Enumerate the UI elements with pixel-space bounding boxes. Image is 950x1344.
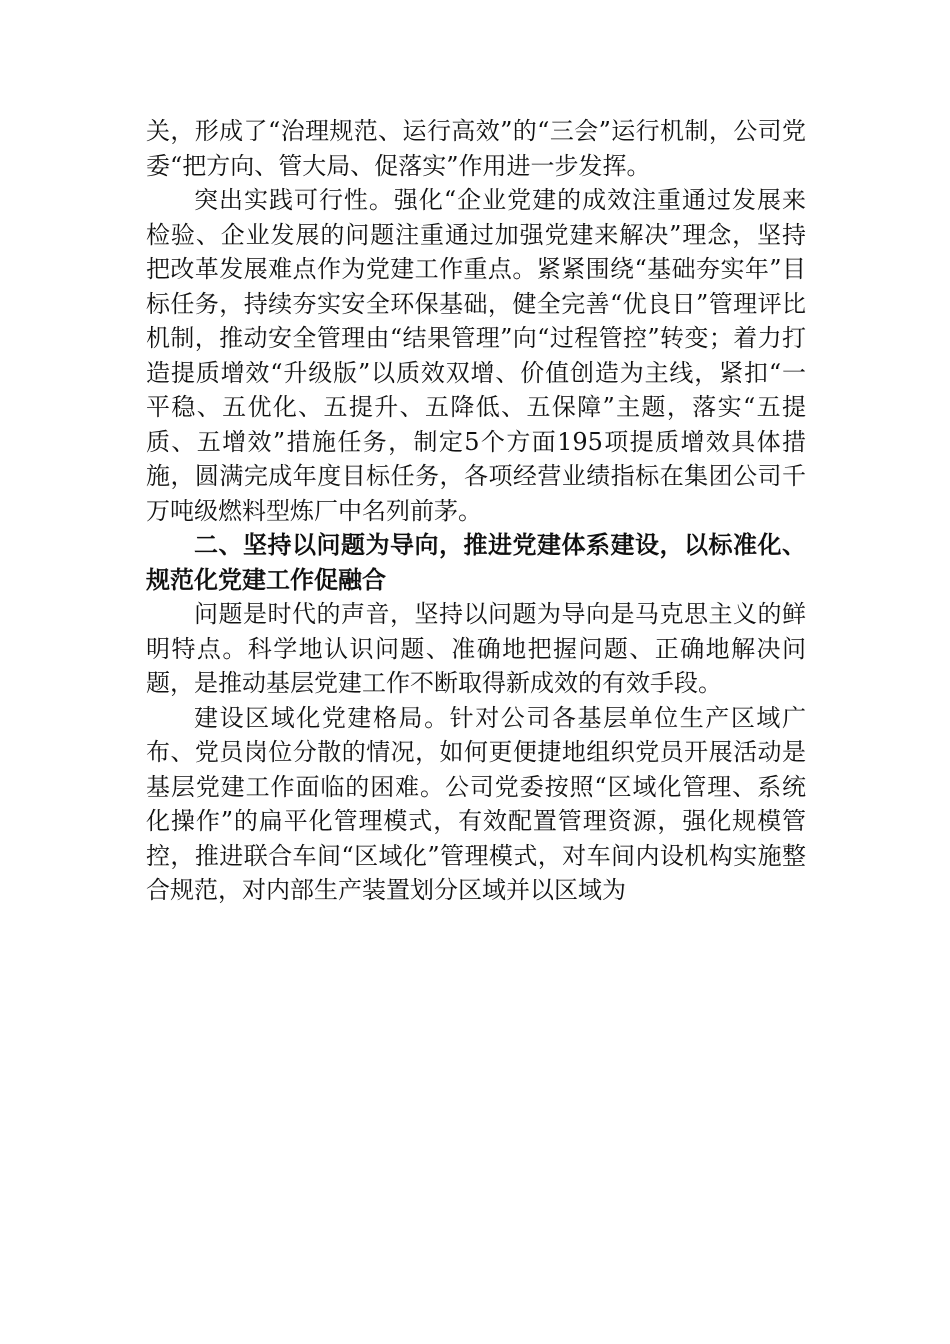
paragraph-regional-party-building: 建设区域化党建格局。针对公司各基层单位生产区域广布、党员岗位分散的情况，如何更便捷地组织党员开展活动是基层党建工作面临的困难。公司党委按照“区域化管理、系统化操作”的扁平化管理模式，有效配置管理资源，强化规模管控，推进联合车间“区域化”管理模式，对车间内设机构实施整合规范，对内部生产装置划分区域并以区域为 [146,703,806,904]
paragraph-practical-feasibility: 突出实践可行性。强化“企业党建的成效注重通过发展来检验、企业发展的问题注重通过加强党建来解决”理念，坚持把改革发展难点作为党建工作重点。紧紧围绕“基础夯实年”目标任务，持续夯实安全环保基础，健全完善“优良日”管理评比机制，推动安全管理由“结果管理”向“过程管控”转变；着力打造提质增效“升级版”以质效双增、价值创造为主线，紧扣“一平稳、五优化、五提升、五降低、五保障”主题，落实“五提质、五增效”措施任务，制定5个方面195项提质增效具体措施，圆满完成年度目标任务，各项经营业绩指标在集团公司千万吨级燃料型炼厂中名列前茅。 [146,186,806,525]
paragraph-continuation: 关，形成了“治理规范、运行高效”的“三会”运行机制，公司党委“把方向、管大局、促落实”作用进一步发挥。 [146,117,806,180]
paragraph-problem-orientation: 问题是时代的声音，坚持以问题为导向是马克思主义的鲜明特点。科学地认识问题、准确地把握问题、正确地解决问题，是推动基层党建工作不断取得新成效的有效手段。 [146,600,806,697]
section-heading-2: 二、坚持以问题为导向，推进党建体系建设，以标准化、规范化党建工作促融合 [146,531,806,594]
document-body [146,114,806,908]
